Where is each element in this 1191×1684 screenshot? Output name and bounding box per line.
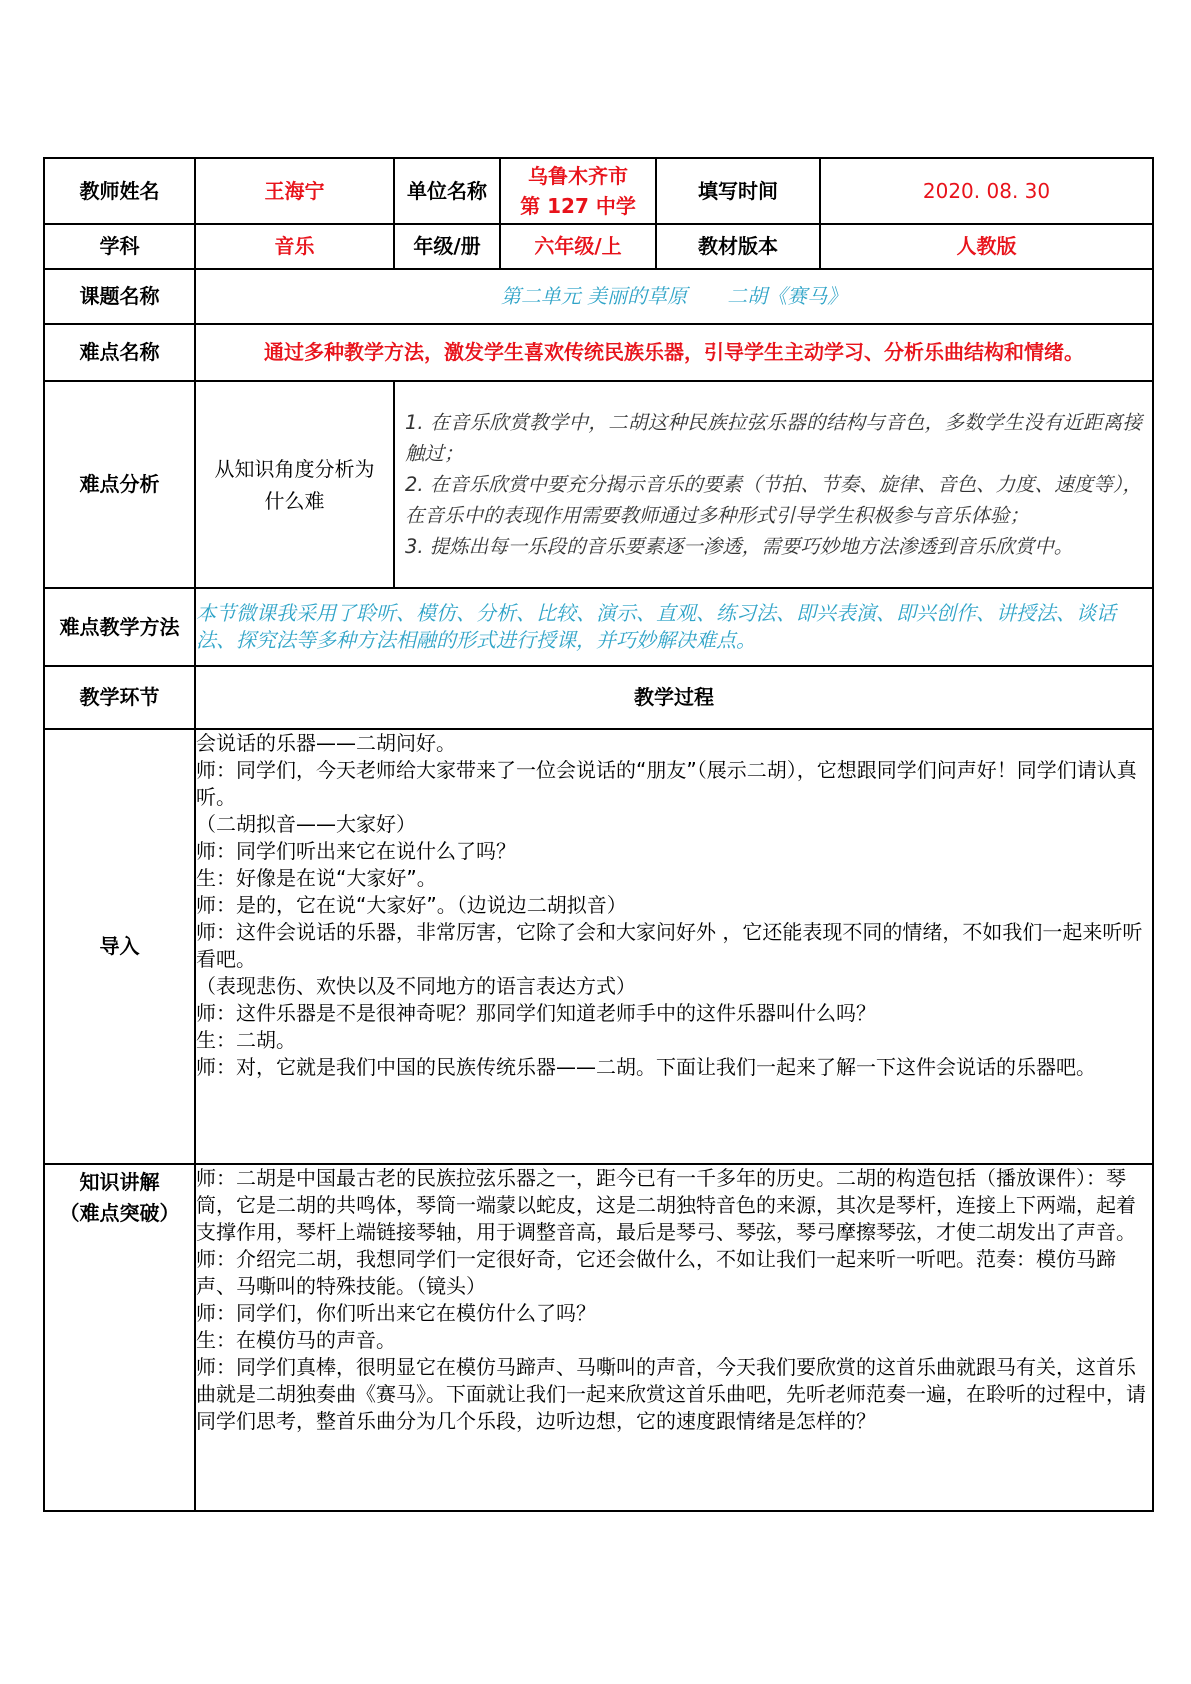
intro-line: 师：同学们听出来它在说什么了吗？: [196, 839, 516, 863]
intro-line: 师：这件乐器是不是很神奇呢？那同学们知道老师手中的这件乐器叫什么吗？: [196, 1001, 876, 1025]
intro-line: 生：好像是在说“大家好”。: [196, 866, 437, 890]
knowledge-line: 生：在模仿马的声音。: [196, 1328, 396, 1352]
topic-value: 第二单元 美丽的草原 二胡《赛马》: [195, 269, 1153, 324]
intro-line: （表现悲伤、欢快以及不同地方的语言表达方式）: [196, 974, 636, 998]
intro-line: 会说话的乐器——二胡问好。: [196, 731, 456, 755]
knowledge-line: 师：同学们，你们听出来它在模仿什么了吗？: [196, 1301, 596, 1325]
unit-name-label: 单位名称: [394, 158, 500, 224]
knowledge-line: 师：介绍完二胡，我想同学们一定很好奇，它还会做什么，不如让我们一起来听一听吧。范奏：模仿马蹄声、马嘶叫的特殊技能。（镜头）: [196, 1247, 1116, 1298]
analysis-content: [394, 381, 1153, 588]
fill-date-label: 填写时间: [656, 158, 820, 224]
methods-value: 本节微课我采用了聆听、模仿、分析、比较、演示、直观、练习法、即兴表演、即兴创作、讲授法、谈话法、探究法等多种方法相融的形式进行授课，并巧妙解决难点。: [195, 588, 1153, 666]
process-header: 教学过程: [195, 666, 1153, 729]
knowledge-label-line-1: 知识讲解: [79, 1170, 160, 1194]
knowledge-label: [44, 1164, 195, 1511]
difficulty-value: 通过多种教学方法，激发学生喜欢传统民族乐器，引导学生主动学习、分析乐曲结构和情绪。: [195, 324, 1153, 381]
unit-name-line-2: 第 127 中学: [520, 194, 636, 218]
intro-line: 师：对，它就是我们中国的民族传统乐器——二胡。下面让我们一起来了解一下这件会说话的乐器吧。: [196, 1055, 1096, 1079]
analysis-item: 2. 在音乐欣赏中要充分揭示音乐的要素（节拍、节奏、旋律、音色、力度、速度等），在音乐中的表现作用需要教师通过多种形式引导学生积极参与音乐体验；: [405, 473, 1142, 527]
header-row-1: [44, 158, 1153, 224]
knowledge-line: 师：同学们真棒，很明显它在模仿马蹄声、马嘶叫的声音，今天我们要欣赏的这首乐曲就跟马有关，这首乐曲就是二胡独奏曲《赛马》。下面就让我们一起来欣赏这首乐曲吧，先听老师范奏一遍，在聆听的过程中，请同学们思考，整首乐曲分为几个乐段，边听边想，它的速度跟情绪是怎样的？: [196, 1355, 1146, 1433]
intro-label: 导入: [44, 729, 195, 1164]
stage-header: 教学环节: [44, 666, 195, 729]
intro-line: 生：二胡。: [196, 1028, 296, 1052]
intro-line: （二胡拟音——大家好）: [196, 812, 416, 836]
methods-row: [44, 588, 1153, 666]
edition-label: 教材版本: [656, 224, 820, 269]
knowledge-line: 师：二胡是中国最古老的民族拉弦乐器之一，距今已有一千多年的历史。二胡的构造包括（播放课件）：琴筒，它是二胡的共鸣体，琴筒一端蒙以蛇皮，这是二胡独特音色的来源，其次是琴杆，连接上下两端，起着支撑作用，琴杆上端链接琴轴，用于调整音高，最后是琴弓、琴弦，琴弓摩擦琴弦，才使二胡发出了声音。: [196, 1166, 1136, 1244]
knowledge-content: [195, 1164, 1153, 1511]
difficulty-label: 难点名称: [44, 324, 195, 381]
grade-value: 六年级/上: [500, 224, 656, 269]
analysis-item: 1. 在音乐欣赏教学中，二胡这种民族拉弦乐器的结构与音色，多数学生没有近距离接触过；: [405, 411, 1142, 465]
unit-name-value: [500, 158, 656, 224]
header-row-2: [44, 224, 1153, 269]
fill-date-value: 2020. 08. 30: [820, 158, 1153, 224]
analysis-item: 3. 提炼出每一乐段的音乐要素逐一渗透，需要巧妙地方法渗透到音乐欣赏中。: [405, 535, 1074, 558]
teacher-name-label: 教师姓名: [44, 158, 195, 224]
teacher-name-value: 王海宁: [195, 158, 394, 224]
intro-line: 师：这件会说话的乐器，非常厉害，它除了会和大家问好外 ，它还能表现不同的情绪，不如我们一起来听听看吧。: [196, 920, 1143, 971]
methods-label: 难点教学方法: [44, 588, 195, 666]
difficulty-row: [44, 324, 1153, 381]
analysis-row: [44, 381, 1153, 588]
unit-name-line-1: 乌鲁木齐市: [528, 164, 628, 188]
grade-label: 年级/册: [394, 224, 500, 269]
intro-row: [44, 729, 1153, 1164]
topic-label: 课题名称: [44, 269, 195, 324]
subject-label: 学科: [44, 224, 195, 269]
intro-content: [195, 729, 1153, 1164]
knowledge-row: [44, 1164, 1153, 1511]
intro-line: 师：是的，它在说“大家好”。（边说边二胡拟音）: [196, 893, 627, 917]
process-header-row: [44, 666, 1153, 729]
knowledge-label-line-2: （难点突破）: [59, 1201, 180, 1225]
subject-value: 音乐: [195, 224, 394, 269]
analysis-label: 难点分析: [44, 381, 195, 588]
topic-row: [44, 269, 1153, 324]
edition-value: 人教版: [820, 224, 1153, 269]
lesson-plan-table: [43, 157, 1154, 1512]
intro-line: 师：同学们，今天老师给大家带来了一位会说话的“朋友”（展示二胡），它想跟同学们问声好！同学们请认真听。: [196, 758, 1137, 809]
analysis-sub-label: 从知识角度分析为什么难: [195, 381, 394, 588]
